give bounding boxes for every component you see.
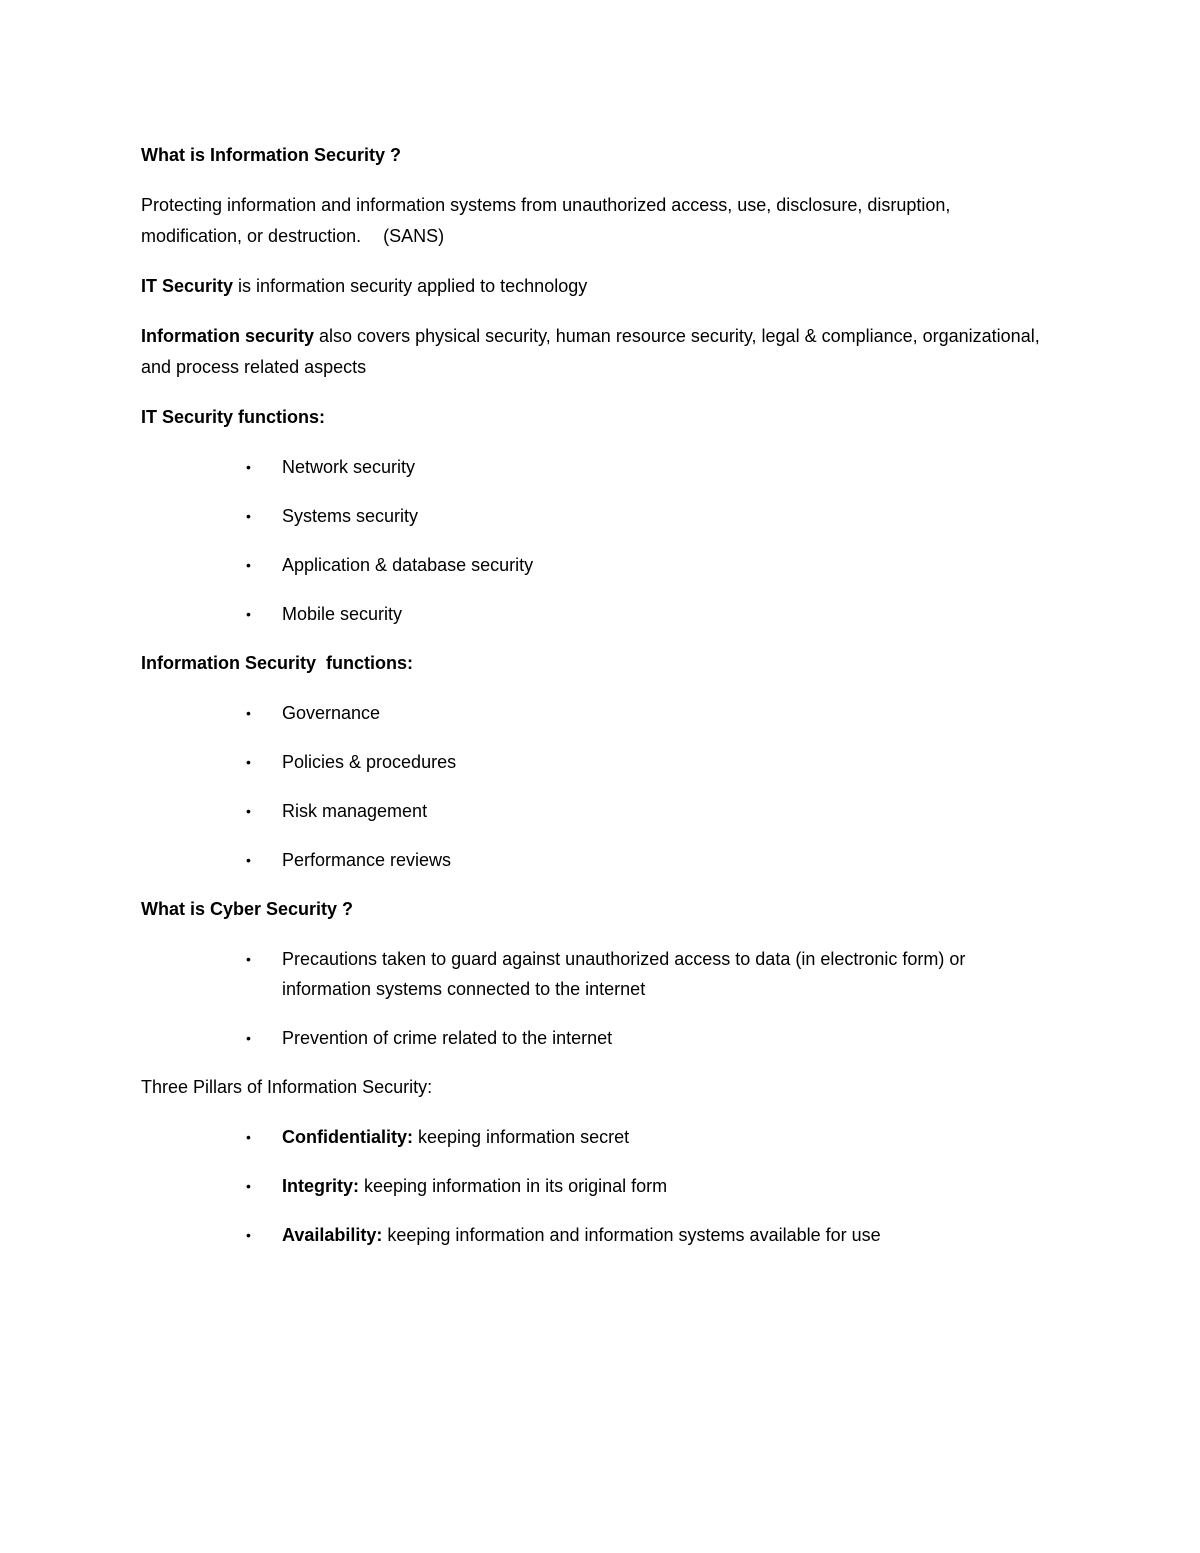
bullet-icon: •	[246, 606, 251, 622]
list-item: • Policies & procedures	[141, 747, 1051, 777]
bullet-icon: •	[246, 852, 251, 868]
heading-it-security-functions: IT Security functions:	[141, 407, 326, 427]
bullet-icon: •	[246, 508, 251, 524]
cyber-security-list	[141, 944, 1051, 1053]
list-item: • Mobile security	[141, 599, 1051, 629]
list-item: • Governance	[141, 698, 1051, 728]
information-security-definition	[141, 190, 1051, 252]
pillar-text: keeping information and information systems available for use	[382, 1225, 881, 1245]
bullet-icon: •	[246, 803, 251, 819]
it-security-term: IT Security	[141, 276, 234, 296]
three-pillars-intro: Three Pillars of Information Security:	[141, 1077, 433, 1097]
list-item	[141, 1122, 1051, 1152]
three-pillars-list	[141, 1122, 1051, 1250]
list-item: • Risk management	[141, 796, 1051, 826]
bullet-icon: •	[246, 1129, 251, 1145]
it-security-text: is information security applied to technology	[233, 276, 588, 296]
information-security-term: Information security	[141, 326, 315, 346]
it-security-functions-list	[141, 452, 1051, 629]
heading-what-is-information-security: What is Information Security ?	[141, 145, 402, 165]
list-item: • Systems security	[141, 501, 1051, 531]
bullet-icon: •	[246, 459, 251, 475]
list-item: • Precautions taken to guard against unauthorized access to data (in electronic form) or information systems connected to the internet	[141, 944, 1051, 1004]
bullet-icon: •	[246, 1178, 251, 1194]
list-item: • Application & database security	[141, 550, 1051, 580]
information-security-functions-list	[141, 698, 1051, 875]
list-item: • Prevention of crime related to the internet	[141, 1023, 1051, 1053]
it-security-paragraph	[141, 271, 1051, 302]
bullet-icon: •	[246, 951, 251, 967]
document-body	[141, 140, 1051, 1269]
pillar-text: keeping information secret	[413, 1127, 630, 1147]
bullet-icon: •	[246, 1227, 251, 1243]
list-item: • Performance reviews	[141, 845, 1051, 875]
list-item	[141, 1171, 1051, 1201]
bullet-icon: •	[246, 557, 251, 573]
bullet-icon: •	[246, 754, 251, 770]
heading-information-security-functions: Information Security functions:	[141, 653, 414, 673]
pillar-term: Availability:	[282, 1225, 383, 1245]
bullet-icon: •	[246, 1030, 251, 1046]
list-item: • Network security	[141, 452, 1051, 482]
bullet-icon: •	[246, 705, 251, 721]
pillar-term: Integrity:	[282, 1176, 360, 1196]
pillar-term: Confidentiality:	[282, 1127, 413, 1147]
definition-source: (SANS)	[383, 226, 445, 246]
pillar-text: keeping information in its original form	[359, 1176, 668, 1196]
definition-text: Protecting information and information systems from unauthorized access, use, disclosure, disruption, modification, or destruction.	[141, 195, 951, 246]
list-item	[141, 1220, 1051, 1250]
information-security-text: also covers physical security, human resource security, legal & compliance, organizational, and process related aspects	[141, 326, 1040, 377]
information-security-paragraph	[141, 321, 1051, 383]
heading-what-is-cyber-security: What is Cyber Security ?	[141, 899, 354, 919]
